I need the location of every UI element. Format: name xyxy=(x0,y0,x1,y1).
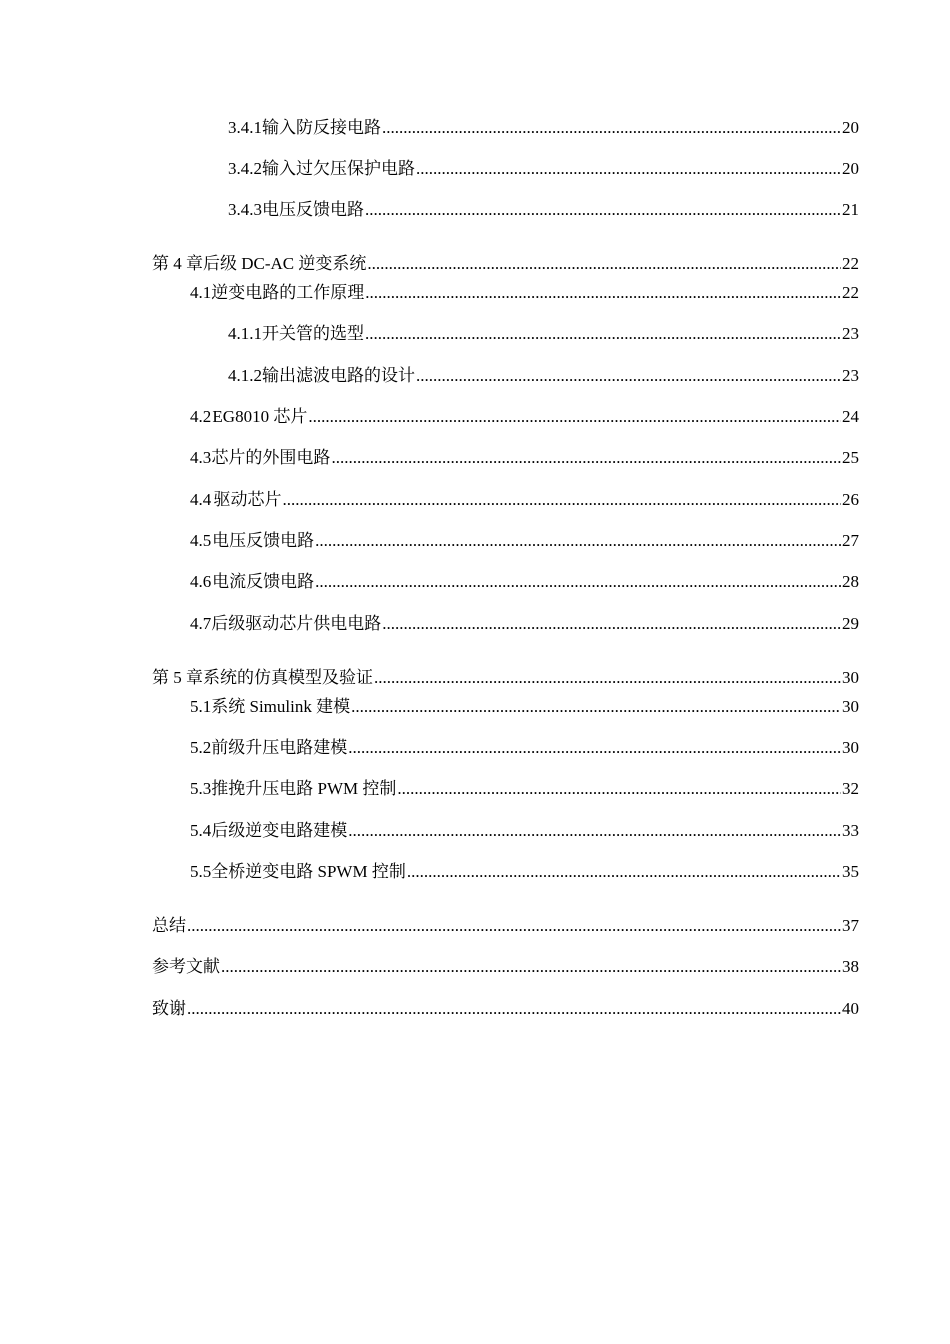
toc-entry-5-2[interactable] xyxy=(190,735,859,759)
toc-title: 前级升压电路建模 xyxy=(211,738,348,757)
toc-leader-dots xyxy=(365,282,841,304)
toc-number: 4.1.2 xyxy=(228,366,262,385)
toc-title: 输出滤波电路的设计 xyxy=(262,366,415,385)
toc-leader-dots xyxy=(351,696,841,718)
toc-title: 电流反馈电路 xyxy=(212,572,315,591)
toc-leader-dots xyxy=(365,199,841,221)
toc-entry-5-1[interactable] xyxy=(190,694,859,718)
toc-entry-conclusion[interactable] xyxy=(152,913,859,937)
toc-entry-4-3[interactable] xyxy=(190,445,859,469)
toc-leader-dots xyxy=(367,253,841,275)
toc-title: 致谢 xyxy=(152,999,186,1018)
toc-leader-dots xyxy=(416,365,841,387)
toc-title: 电压反馈电路 xyxy=(262,200,364,219)
toc-leader-dots xyxy=(221,956,841,978)
toc-page-number: 21 xyxy=(842,200,859,219)
toc-title: 开关管的选型 xyxy=(262,324,364,343)
toc-title: 全桥逆变电路 SPWM 控制 xyxy=(211,862,406,881)
toc-number: 4.1.1 xyxy=(228,324,262,343)
toc-number: 4.7 xyxy=(190,614,212,633)
toc-title: 系统的仿真模型及验证 xyxy=(203,668,373,687)
toc-leader-dots xyxy=(348,737,841,759)
toc-entry-5-4[interactable] xyxy=(190,818,859,842)
toc-entry-4-1-1[interactable] xyxy=(228,321,859,345)
toc-number: 4.4 xyxy=(190,490,212,509)
toc-page-number: 32 xyxy=(842,779,859,798)
toc-number: 5.2 xyxy=(190,738,212,757)
toc-entry-references[interactable] xyxy=(152,954,859,978)
toc-entry-4-6[interactable] xyxy=(190,569,859,593)
toc-entry-3-4-2[interactable] xyxy=(228,156,859,180)
toc-number: 4.1 xyxy=(190,283,212,302)
toc-page-number: 30 xyxy=(842,668,859,687)
toc-page-number: 23 xyxy=(842,366,859,385)
toc-title: 后级 DC-AC 逆变系统 xyxy=(203,254,367,273)
toc-number: 4.5 xyxy=(190,531,212,550)
toc-number: 4.3 xyxy=(190,448,212,467)
toc-entry-4-4[interactable] xyxy=(190,487,859,511)
toc-title: 逆变电路的工作原理 xyxy=(211,283,365,302)
toc-leader-dots xyxy=(308,406,841,428)
toc-entry-5-3[interactable] xyxy=(190,776,859,800)
toc-leader-dots xyxy=(348,820,841,842)
toc-leader-dots xyxy=(187,998,841,1020)
toc-leader-dots xyxy=(331,447,841,469)
toc-page-number: 30 xyxy=(842,697,859,716)
toc-leader-dots xyxy=(365,323,841,345)
toc-number: 4.2 xyxy=(190,407,212,426)
toc-page-number: 33 xyxy=(842,821,859,840)
toc-title: 总结 xyxy=(152,916,186,935)
toc-page-number: 28 xyxy=(842,572,859,591)
toc-title: 电压反馈电路 xyxy=(212,531,315,550)
toc-number: 3.4.2 xyxy=(228,159,262,178)
toc-title: 推挽升压电路 PWM 控制 xyxy=(211,779,397,798)
toc-leader-dots xyxy=(416,158,841,180)
toc-number: 5.5 xyxy=(190,862,212,881)
toc-page-number: 20 xyxy=(842,118,859,137)
toc-page-number: 23 xyxy=(842,324,859,343)
toc-entry-chapter-4[interactable] xyxy=(152,251,859,275)
toc-number: 第 5 章 xyxy=(152,668,203,687)
toc-leader-dots xyxy=(374,667,841,689)
toc-title: 芯片的外围电路 xyxy=(211,448,331,467)
toc-number: 第 4 章 xyxy=(152,254,203,273)
toc-title: 参考文献 xyxy=(152,957,220,976)
toc-page-number: 29 xyxy=(842,614,859,633)
toc-number: 3.4.3 xyxy=(228,200,262,219)
toc-page-number: 27 xyxy=(842,531,859,550)
toc-number: 5.4 xyxy=(190,821,212,840)
toc-title: 后级驱动芯片供电电路 xyxy=(211,614,382,633)
toc-entry-4-1[interactable] xyxy=(190,280,859,304)
toc-page-number: 24 xyxy=(842,407,859,426)
toc-entry-4-2[interactable] xyxy=(190,404,859,428)
toc-number: 5.3 xyxy=(190,779,212,798)
toc-number: 5.1 xyxy=(190,697,212,716)
toc-page-number: 37 xyxy=(842,916,859,935)
toc-leader-dots xyxy=(407,861,841,883)
toc-leader-dots xyxy=(283,489,842,511)
toc-title: 输入过欠压保护电路 xyxy=(262,159,415,178)
toc-page-number: 38 xyxy=(842,957,859,976)
toc-title: 驱动芯片 xyxy=(213,490,282,509)
toc-entry-acknowledgements[interactable] xyxy=(152,996,859,1020)
toc-entry-4-7[interactable] xyxy=(190,611,859,635)
toc-leader-dots xyxy=(382,117,841,139)
toc-leader-dots xyxy=(315,530,841,552)
toc-page-number: 35 xyxy=(842,862,859,881)
toc-title: 输入防反接电路 xyxy=(262,118,381,137)
toc-entry-5-5[interactable] xyxy=(190,859,859,883)
toc-page-number: 22 xyxy=(842,254,859,273)
toc-leader-dots xyxy=(397,778,841,800)
toc-entry-3-4-1[interactable] xyxy=(228,115,859,139)
toc-page-number: 20 xyxy=(842,159,859,178)
toc-leader-dots xyxy=(315,571,841,593)
toc-leader-dots xyxy=(382,613,841,635)
toc-title: 系统 Simulink 建模 xyxy=(211,697,351,716)
toc-page-number: 22 xyxy=(842,283,859,302)
toc-title: EG8010 芯片 xyxy=(212,407,308,426)
toc-page-number: 40 xyxy=(842,999,859,1018)
toc-title: 后级逆变电路建模 xyxy=(211,821,348,840)
toc-number: 3.4.1 xyxy=(228,118,262,137)
toc-page-number: 26 xyxy=(842,490,859,509)
toc-entry-4-5[interactable] xyxy=(190,528,859,552)
toc-entry-chapter-5[interactable] xyxy=(152,665,859,689)
toc-entry-3-4-3[interactable] xyxy=(228,197,859,221)
toc-page-number: 30 xyxy=(842,738,859,757)
toc-page-number: 25 xyxy=(842,448,859,467)
toc-number: 4.6 xyxy=(190,572,212,591)
toc-leader-dots xyxy=(187,915,841,937)
toc-entry-4-1-2[interactable] xyxy=(228,363,859,387)
